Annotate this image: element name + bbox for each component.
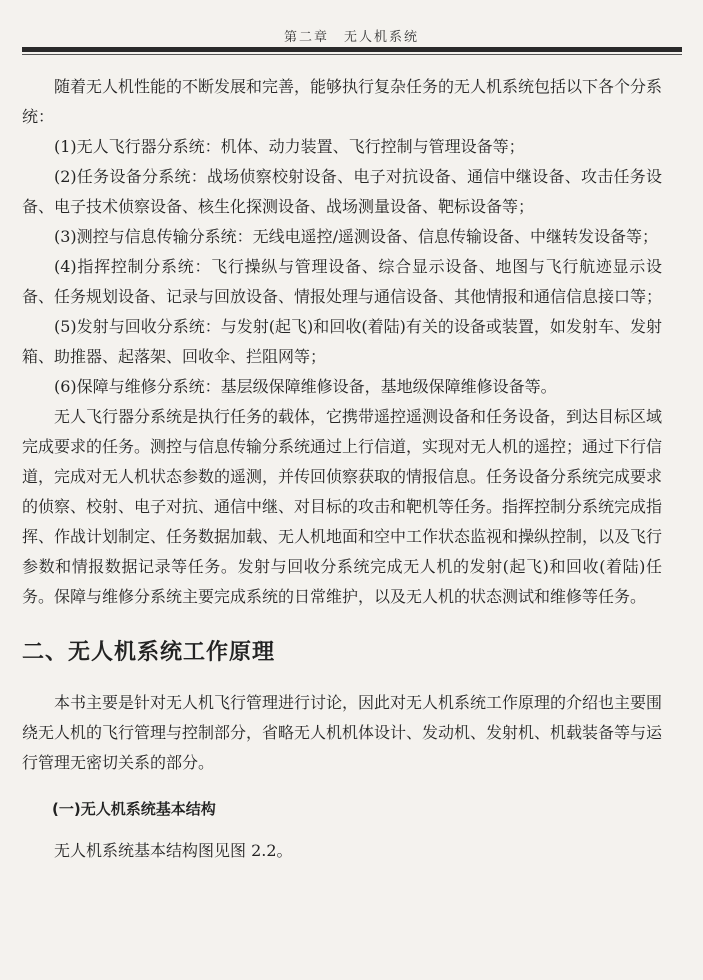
subsection-paragraph: 无人机系统基本结构图见图 2.2。	[54, 841, 293, 860]
section-intro-paragraph: 本书主要是针对无人机飞行管理进行讨论，因此对无人机系统工作原理的介绍也主要围绕无人机的飞行管理与控制部分，省略无人机机体设计、发动机、发射机、机载装备等与运行管理无密切关系的部分。	[22, 693, 663, 772]
header-rule-thin	[22, 54, 682, 55]
subsystem-item-4: (4)指挥控制分系统：飞行操纵与管理设备、综合显示设备、地图与飞行航迹显示设备、任务规划设备、记录与回放设备、情报处理与通信设备、其他情报和通信信息接口等；	[22, 257, 663, 306]
intro-paragraph: 随着无人机性能的不断发展和完善，能够执行复杂任务的无人机系统包括以下各个分系统：	[22, 77, 663, 126]
running-header: 第二章 无人机系统	[283, 30, 419, 45]
subsection-heading: (一)无人机系统基本结构	[52, 800, 216, 818]
summary-paragraph: 无人飞行器分系统是执行任务的载体，它携带遥控遥测设备和任务设备，到达目标区域完成要求的任务。测控与信息传输分系统通过上行信道，实现对无人机的遥控；通过下行信道，完成对无人机状态参数的遥测，并传回侦察获取的情报信息。任务设备分系统完成要求的侦察、校射、电子对抗、通信中继、对目标的攻击和靶机等任务。指挥控制分系统完成指挥、作战计划制定、任务数据加载、无人机地面和空中工作状态监视和操纵控制，以及飞行参数和情报数据记录等任务。发射与回收分系统完成无人机的发射(起飞)和回收(着陆)任务。保障与维修分系统主要完成系统的日常维护，以及无人机的状态测试和维修等任务。	[22, 407, 663, 606]
subsystem-item-3: (3)测控与信息传输分系统：无线电遥控/遥测设备、信息传输设备、中继转发设备等；	[54, 227, 659, 246]
subsystem-item-5: (5)发射与回收分系统：与发射(起飞)和回收(着陆)有关的设备或装置，如发射车、发射箱、助推器、起落架、回收伞、拦阻网等；	[22, 317, 662, 366]
section-heading: 二、无人机系统工作原理	[22, 640, 276, 665]
header-rule-thick	[22, 47, 682, 52]
subsystem-item-1: (1)无人飞行器分系统：机体、动力装置、飞行控制与管理设备等；	[54, 137, 525, 156]
subsystem-item-2: (2)任务设备分系统：战场侦察校射设备、电子对抗设备、通信中继设备、攻击任务设备、电子技术侦察设备、核生化探测设备、战场测量设备、靶标设备等；	[22, 167, 662, 216]
subsystem-item-6: (6)保障与维修分系统：基层级保障维修设备，基地级保障维修设备等。	[54, 377, 557, 396]
page-body	[22, 72, 662, 866]
